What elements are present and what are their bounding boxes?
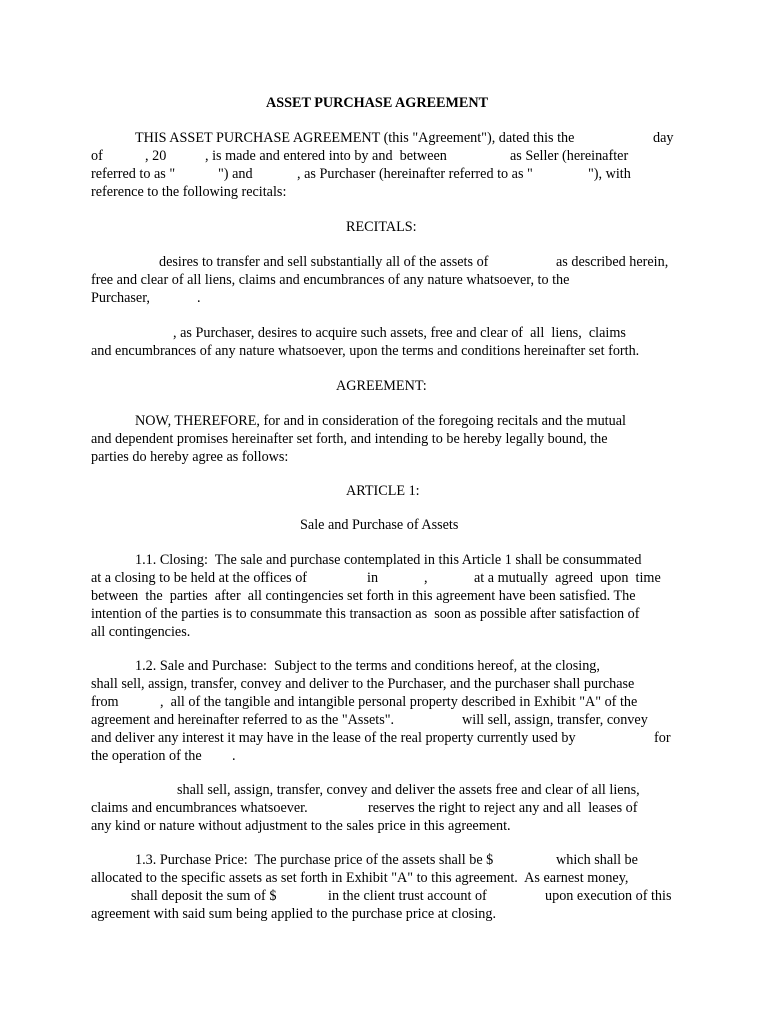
intro-line: as Seller (hereinafter — [510, 148, 629, 164]
section-line: shall deposit the sum of $ — [131, 888, 277, 904]
recital-line: desires to transfer and sell substantially all of the assets of — [159, 254, 489, 270]
agreement-line: parties do hereby agree as follows: — [91, 449, 289, 465]
intro-line: referred to as " — [91, 166, 176, 182]
section-line: intention of the parties is to consummate this transaction as soon as possible after satisfaction of — [91, 606, 640, 622]
section-line: reserves the right to reject any and all leases of — [368, 800, 638, 816]
section-line: agreement and hereinafter referred to as the "Assets". — [91, 712, 395, 728]
intro-line: day — [653, 130, 674, 146]
intro-line: , 20 — [145, 148, 167, 164]
section-line: which shall be — [556, 852, 638, 868]
section-line: in the client trust account of — [328, 888, 487, 904]
section-line: at a mutually agreed upon time — [474, 570, 661, 586]
section-line: 1.1. Closing: The sale and purchase contemplated in this Article 1 shall be consummated — [135, 552, 642, 568]
recital-line: Purchaser, — [91, 290, 150, 306]
intro-line: THIS ASSET PURCHASE AGREEMENT (this "Agreement"), dated this the — [135, 130, 575, 146]
section-line: all contingencies. — [91, 624, 191, 640]
recital-line: and encumbrances of any nature whatsoever, upon the terms and conditions hereinafter set forth. — [91, 343, 640, 359]
intro-line: , is made and entered into by and between — [205, 148, 447, 164]
recital-line: as described herein, — [556, 254, 669, 270]
section-line: . — [232, 748, 236, 764]
section-line: , all of the tangible and intangible personal property described in Exhibit "A" of the — [160, 694, 638, 710]
intro-line: ") and — [218, 166, 253, 182]
recital-line: . — [197, 290, 201, 306]
recitals-heading: RECITALS: — [346, 219, 417, 235]
section-line: between the parties after all contingencies set forth in this agreement have been satisfied. The — [91, 588, 636, 604]
section-line: at a closing to be held at the offices of — [91, 570, 308, 586]
section-line: the operation of the — [91, 748, 202, 764]
article-heading: ARTICLE 1: — [346, 483, 420, 499]
section-line: any kind or nature without adjustment to the sales price in this agreement. — [91, 818, 511, 834]
document-title: ASSET PURCHASE AGREEMENT — [266, 95, 489, 111]
section-line: shall sell, assign, transfer, convey and deliver the assets free and clear of all liens, — [177, 782, 640, 798]
article-subtitle: Sale and Purchase of Assets — [300, 517, 459, 533]
section-line: claims and encumbrances whatsoever. — [91, 800, 308, 816]
recital-line: free and clear of all liens, claims and encumbrances of any nature whatsoever, to the — [91, 272, 570, 288]
agreement-line: NOW, THEREFORE, for and in consideration of the foregoing recitals and the mutual — [135, 413, 626, 429]
section-line: in — [367, 570, 379, 586]
recital-line: , as Purchaser, desires to acquire such assets, free and clear of all liens, claims — [173, 325, 626, 341]
section-line: will sell, assign, transfer, convey — [462, 712, 648, 728]
section-line: 1.2. Sale and Purchase: Subject to the terms and conditions hereof, at the closing, — [135, 658, 600, 674]
section-line: upon execution of this — [545, 888, 672, 904]
section-line: allocated to the specific assets as set forth in Exhibit "A" to this agreement. As earnest money, — [91, 870, 629, 886]
agreement-heading: AGREEMENT: — [336, 378, 427, 394]
intro-line: , as Purchaser (hereinafter referred to as " — [297, 166, 533, 182]
intro-line: reference to the following recitals: — [91, 184, 287, 200]
section-line: , — [424, 570, 428, 586]
section-line: shall sell, assign, transfer, convey and deliver to the Purchaser, and the purchaser shall purchase — [91, 676, 635, 692]
section-line: agreement with said sum being applied to the purchase price at closing. — [91, 906, 497, 922]
section-line: 1.3. Purchase Price: The purchase price of the assets shall be $ — [135, 852, 494, 868]
section-line: from — [91, 694, 119, 710]
intro-line: of — [91, 148, 103, 164]
section-line: and deliver any interest it may have in the lease of the real property currently used by — [91, 730, 576, 746]
agreement-line: and dependent promises hereinafter set forth, and intending to be hereby legally bound, the — [91, 431, 608, 447]
section-line: for — [654, 730, 671, 746]
intro-line: "), with — [588, 166, 631, 182]
